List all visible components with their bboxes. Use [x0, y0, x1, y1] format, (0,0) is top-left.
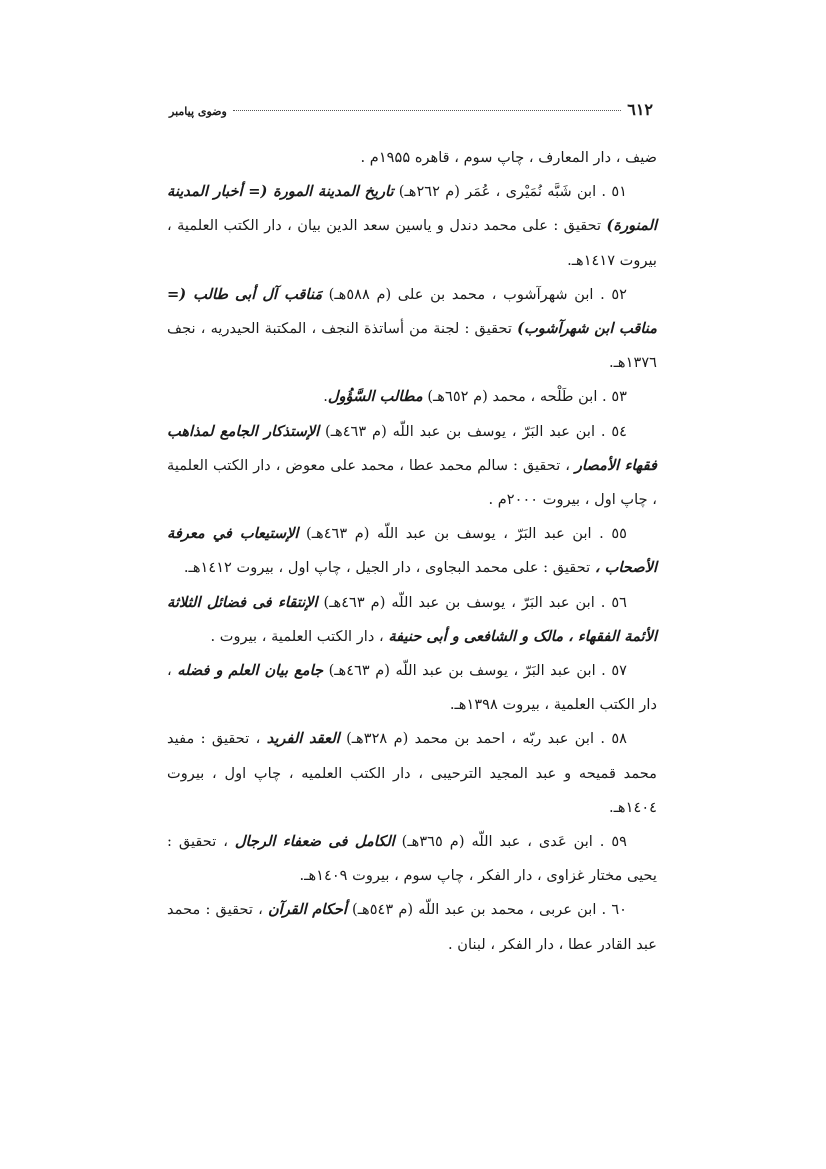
bibliography-list	[167, 141, 657, 962]
entry-author: ابن عَدی ، عبد اللّه (م ٣٦٥هـ)	[401, 833, 593, 851]
bibliography-entry: ٥٦ . ابن عبد البَرّ ، یوسف بن عبد اللّه (م ٤٦٣هـ) الإنتقاء فی فضائل الثلاثة الأئمة الفقهاء ، مالک و الشافعی و أبی حنیفة ، دار الکتب العلمیة ، بیروت .	[167, 593, 657, 645]
entry-title: جامع بیان العلم و فضله	[177, 662, 324, 680]
bibliography-entry: ٥٤ . ابن عبد البَرّ ، یوسف بن عبد اللّه (م ٤٦٣هـ) الإستذکار الجامع لمذاهب فقهاء الأمصار ، تحقیق : سالم محمد عطا ، محمد علی معوض ، دار الکتب العلمیة ، چاپ اول ، بیروت ٢٠٠٠م .	[167, 422, 657, 509]
page-number: ٦١٢	[627, 100, 653, 119]
entry-publication: ، تحقیق : مفید محمد قمیحه و عبد المجید الترحیبی ، دار الکتب العلمیه ، چاپ اول ، بیروت ١٤٠٤هـ.	[167, 730, 658, 816]
entry-number: ٥١	[611, 183, 627, 201]
entry-author: ابن شهرآشوب ، محمد بن علی (م ٥٨٨هـ)	[328, 285, 594, 303]
entry-publication: ، دار الکتب العلمیة ، بیروت ١٣٩٨هـ.	[167, 662, 657, 714]
entry-publication: ، تحقیق : یحیی مختار غزاوی ، دار الفکر ، چاپ سوم ، بیروت ١٤٠٩هـ.	[167, 833, 657, 885]
entry-title: تاریخ المدینة المورة (= أخبار المدینة المنورة)	[167, 183, 657, 235]
bibliography-entry: ٥١ . ابن شَبَّه نُمَیْری ، عُمَر (م ٢٦٢هـ) تاریخ المدینة المورة (= أخبار المدینة المنورة) تحقیق : علی محمد دندل و یاسین سعد الدین بیان ، دار الکتب العلمیة ، بیروت ١٤١٧هـ.	[167, 183, 657, 269]
entry-number: ٥٧	[611, 662, 627, 680]
entry-number: ٥٥	[611, 525, 627, 543]
entry-publication: ، تحقیق : محمد عبد القادر عطا ، دار الفکر ، لبنان .	[167, 901, 657, 953]
entry-publication: تحقیق : علی محمد البجاوی ، دار الجیل ، چاپ اول ، بیروت ١٤١٢هـ.	[183, 559, 591, 577]
bibliography-entry: ٥٨ . ابن عبد ربّه ، احمد بن محمد (م ٣٢٨هـ) العقد الفرید ، تحقیق : مفید محمد قمیحه و عبد المجید الترحیبی ، دار الکتب العلمیه ، چاپ اول ، بیروت ١٤٠٤هـ.	[167, 730, 658, 816]
page-header	[169, 100, 653, 119]
entry-publication: ، دار الکتب العلمیة ، بیروت .	[210, 627, 384, 645]
entry-author: ابن طَلْحه ، محمد (م ٦٥٢هـ)	[427, 388, 598, 406]
bibliography-entry	[167, 141, 657, 175]
entry-title: مَناقب آل أبی طالب (= مناقب ابن شهرآشوب)	[167, 285, 657, 338]
entry-title: الکامل فی ضعفاء الرجال	[234, 833, 395, 851]
entry-publication: .	[323, 388, 328, 406]
entry-title: مطالب السَّؤُول	[327, 388, 423, 406]
bibliography-entry: ٦٠ . ابن عربی ، محمد بن عبد اللّه (م ٥٤٣هـ) أحکام القرآن ، تحقیق : محمد عبد القادر عطا ، دار الفکر ، لبنان .	[167, 901, 657, 953]
entry-number: ٥٦	[611, 593, 628, 611]
entry-title: العقد الفرید	[266, 730, 340, 748]
entry-author: ابن عبد البَرّ ، یوسف بن عبد اللّه (م ٤٦٣هـ)	[325, 422, 596, 440]
bibliography-entry: ٥٥ . ابن عبد البَرّ ، یوسف بن عبد اللّه (م ٤٦٣هـ) الإستیعاب في معرفة الأصحاب ، تحقیق : علی محمد البجاوی ، دار الجیل ، چاپ اول ، بیروت ١٤١٢هـ.	[167, 525, 657, 577]
entry-publication: تحقیق : لجنة من أساتذة النجف ، المکتبة الحیدریه ، نجف ١٣٧٦هـ.	[167, 320, 657, 372]
entry-author: ابن شَبَّه نُمَیْری ، عُمَر (م ٢٦٢هـ)	[398, 183, 597, 201]
entry-number: ٥٣	[611, 388, 627, 406]
entry-title: الإنتقاء فی فضائل الثلاثة الأئمة الفقهاء ، مالک و الشافعی و أبی حنیفة	[167, 593, 657, 645]
entry-publication: ، تحقیق : سالم محمد عطا ، محمد علی معوض ، دار الکتب العلمیة ، چاپ اول ، بیروت ٢٠٠٠م .	[167, 456, 657, 509]
entry-publication: تحقیق : علی محمد دندل و یاسین سعد الدین بیان ، دار الکتب العلمیة ، بیروت ١٤١٧هـ.	[167, 217, 657, 269]
entry-title: أحکام القرآن	[267, 901, 347, 919]
bibliography-entry: ٥٢ . ابن شهرآشوب ، محمد بن علی (م ٥٨٨هـ) مَناقب آل أبی طالب (= مناقب ابن شهرآشوب) تحقیق : لجنة من أساتذة النجف ، المکتبة الحیدریه ، نجف ١٣٧٦هـ.	[167, 285, 657, 372]
entry-number: ٥٢	[611, 285, 627, 303]
entry-author: ابن عبد البَرّ ، یوسف بن عبد اللّه (م ٤٦٣هـ)	[306, 525, 592, 543]
dotted-leader	[233, 110, 621, 111]
bibliography-entry: ٥٧ . ابن عبد البَرّ ، یوسف بن عبد اللّه (م ٤٦٣هـ) جامع بیان العلم و فضله ، دار الکتب العلمیة ، بیروت ١٣٩٨هـ.	[167, 662, 657, 714]
entry-number: ٥٩	[611, 833, 627, 851]
entry-author: ابن عربی ، محمد بن عبد اللّه (م ٥٤٣هـ)	[352, 901, 597, 919]
entry-number: ٦٠	[611, 901, 628, 919]
running-title: وضوی پیامبر	[169, 105, 227, 118]
entry-title: الإستیعاب في معرفة الأصحاب ،	[167, 525, 657, 577]
entry-author: ابن عبد البَرّ ، یوسف بن عبد اللّه (م ٤٦٣هـ)	[323, 593, 595, 611]
entry-number: ٥٤	[611, 422, 627, 440]
entry-author: ابن عبد ربّه ، احمد بن محمد (م ٣٢٨هـ)	[346, 730, 594, 748]
bibliography-entry: ٥٩ . ابن عَدی ، عبد اللّه (م ٣٦٥هـ) الکامل فی ضعفاء الرجال ، تحقیق : یحیی مختار غزاوی ، دار الفکر ، چاپ سوم ، بیروت ١٤٠٩هـ.	[167, 833, 657, 885]
entry-title: الإستذکار الجامع لمذاهب فقهاء الأمصار	[167, 422, 657, 474]
entry-author: ابن عبد البَرّ ، یوسف بن عبد اللّه (م ٤٦٣هـ)	[328, 662, 596, 680]
entry-text: ضیف ، دار المعارف ، چاپ سوم ، قاهره ۱۹۵۵م .	[360, 149, 657, 166]
bibliography-entry: ٥٣ . ابن طَلْحه ، محمد (م ٦٥٢هـ) مطالب السَّؤُول.	[323, 388, 627, 406]
entry-number: ٥٨	[611, 730, 628, 748]
